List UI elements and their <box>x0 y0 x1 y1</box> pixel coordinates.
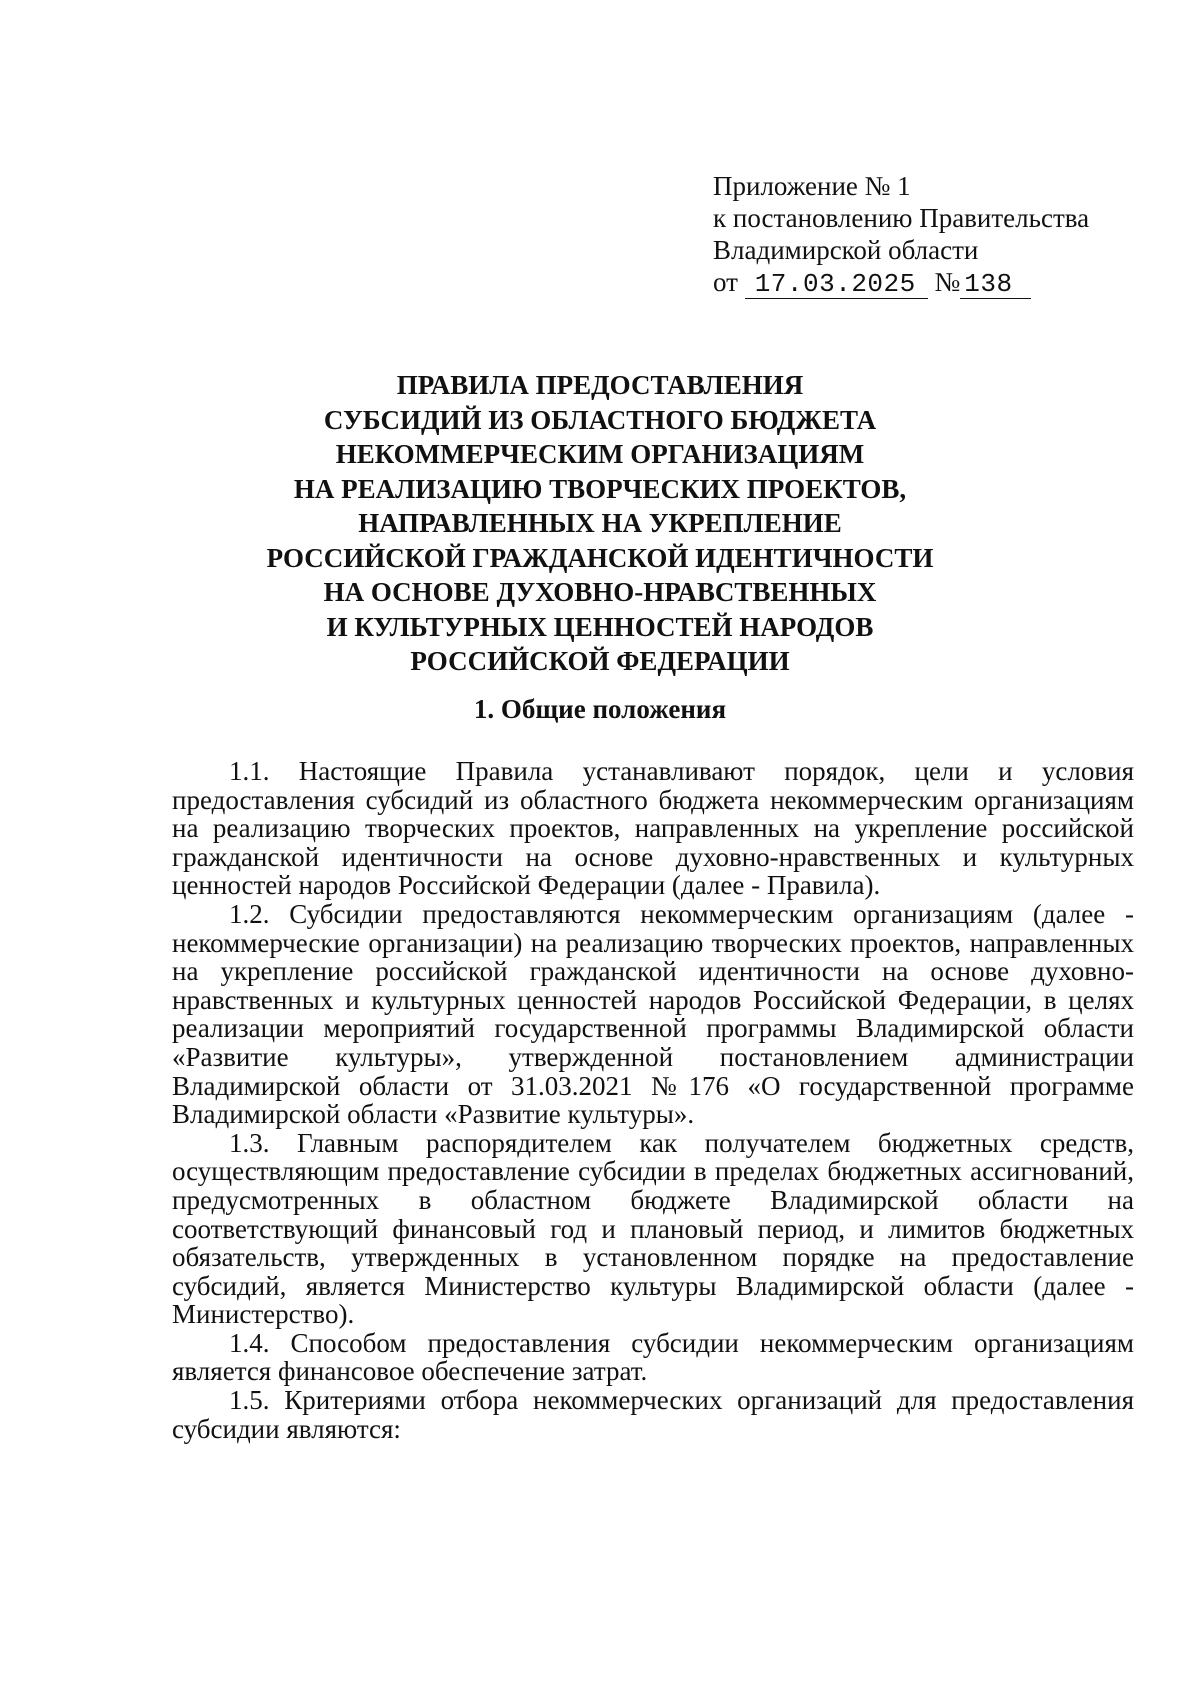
title-line: РОССИЙСКОЙ ГРАЖДАНСКОЙ ИДЕНТИЧНОСТИ <box>266 542 934 573</box>
document-title <box>150 368 1050 679</box>
appendix-title: Приложение № 1 <box>713 171 911 201</box>
date-prefix: от <box>713 267 738 297</box>
title-line: РОССИЙСКОЙ ФЕДЕРАЦИИ <box>410 646 790 676</box>
title-line: И КУЛЬТУРНЫХ ЦЕННОСТЕЙ НАРОДОВ <box>326 611 874 642</box>
paragraph-1-2: 1.2. Субсидии предоставляются некоммерческим организациям (далее - некоммерческие организации) на реализацию творческих проектов, направленных на укрепление российской гражданской идентичности на основе духовно-нравственных и культурных ценностей народов Российской Федерации, в целях реализации мероприятий государственной программы Владимирской области «Развитие культуры», утвержденной постановлением администрации Владимирской области от 31.03.2021 №176 «О государственной программе Владимирской области «Развитие культуры». <box>172 898 1134 1130</box>
paragraph-1-5: 1.5. Критериями отбора некоммерческих организаций для предоставления субсидии являются: <box>172 1385 1134 1444</box>
appendix-date-line <box>713 266 1089 299</box>
resolution-number: 138 <box>960 271 1030 299</box>
paragraph-1-4: 1.4. Способом предоставления субсидии некоммерческим организациям является финансовое обеспечение затрат. <box>172 1327 1134 1387</box>
document-body <box>172 757 1134 1443</box>
title-line: НЕКОММЕРЧЕСКИМ ОРГАНИЗАЦИЯМ <box>335 439 865 469</box>
number-prefix: № <box>934 267 961 297</box>
section-heading: 1. Общие положения <box>473 694 727 724</box>
appendix-region: Владимирской области <box>713 235 979 265</box>
title-line: НА ОСНОВЕ ДУХОВНО-НРАВСТВЕННЫХ <box>323 577 877 607</box>
appendix-block <box>713 170 1089 299</box>
paragraph-1-3: 1.3. Главным распорядителем как получателем бюджетных средств, осуществляющим предоставление субсидии в пределах бюджетных ассигнований, предусмотренных в областном бюджете Владимирской области на соответствующий финансовый год и плановый период, и лимитов бюджетных обязательств, утвержденных в установленном порядке на предоставление субсидий, является Министерство культуры Владимирской области (далее - Министерство). <box>172 1127 1134 1330</box>
paragraph-1-1: 1.1. Настоящие Правила устанавливают порядок, цели и условия предоставления субсидий из областного бюджета некоммерческим организациям на реализацию творческих проектов, направленных на укрепление российской гражданской идентичности на основе духовно-нравственных и культурных ценностей народов Российской Федерации (далее - Правила). <box>172 756 1134 901</box>
title-line: НАПРАВЛЕННЫХ НА УКРЕПЛЕНИЕ <box>358 508 842 538</box>
resolution-date: 17.03.2025 <box>745 271 928 299</box>
appendix-reference: к постановлению Правительства <box>713 203 1090 233</box>
title-line: СУБСИДИЙ ИЗ ОБЛАСТНОГО БЮДЖЕТА <box>323 404 877 435</box>
title-line: НА РЕАЛИЗАЦИЮ ТВОРЧЕСКИХ ПРОЕКТОВ, <box>293 473 907 504</box>
title-line: ПРАВИЛА ПРЕДОСТАВЛЕНИЯ <box>396 370 804 400</box>
